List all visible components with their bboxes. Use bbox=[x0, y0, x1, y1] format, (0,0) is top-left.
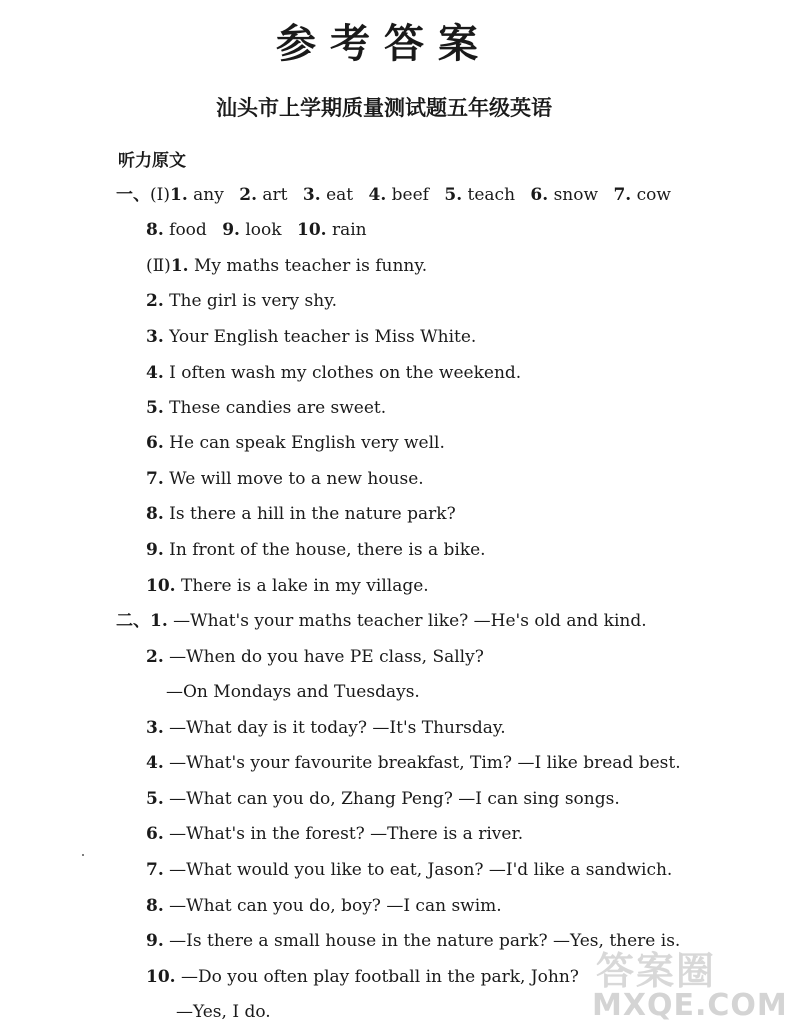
sentence-text: Is there a hill in the nature park? bbox=[169, 504, 456, 524]
sentence-line bbox=[146, 468, 424, 490]
dialogue-text: —What's your maths teacher like? —He's old and kind. bbox=[173, 611, 647, 631]
dialogue-text: —On Mondays and Tuesdays. bbox=[166, 682, 420, 702]
document-subtitle: 汕头市上学期质量测试题五年级英语 bbox=[216, 96, 552, 120]
sentence-number: 5. bbox=[146, 398, 164, 418]
dialogue-number: 8. bbox=[146, 896, 164, 916]
dialogue-line bbox=[146, 646, 484, 668]
part1-words-line1 bbox=[116, 184, 671, 206]
dialogue-text: —What's in the forest? —There is a river. bbox=[169, 824, 524, 844]
part2-mark: 二、 bbox=[116, 611, 150, 631]
sentence-number: 8. bbox=[146, 504, 164, 524]
sentence-number: 10. bbox=[146, 576, 176, 596]
sentence-text: I often wash my clothes on the weekend. bbox=[169, 363, 522, 383]
watermark-text: 答案圈 bbox=[596, 949, 717, 993]
speck bbox=[82, 854, 84, 856]
word-number: 10. bbox=[297, 220, 327, 240]
sentence-text: My maths teacher is funny. bbox=[193, 256, 428, 276]
dialogue-line bbox=[116, 610, 647, 632]
word-number: 8. bbox=[146, 220, 164, 240]
sub1-mark: (Ⅰ) bbox=[150, 185, 170, 205]
dialogue-text: —What would you like to eat, Jason? —I'd like a sandwich. bbox=[169, 860, 673, 880]
sentence-number: 3. bbox=[146, 327, 164, 347]
watermark bbox=[588, 940, 788, 1028]
word: look bbox=[245, 220, 282, 240]
word: teach bbox=[467, 185, 516, 205]
sentence-number: 9. bbox=[146, 540, 164, 560]
word: cow bbox=[636, 185, 671, 205]
sentence-text: The girl is very shy. bbox=[169, 291, 337, 311]
sentence-text: He can speak English very well. bbox=[169, 433, 445, 453]
word-number: 9. bbox=[222, 220, 240, 240]
sentence-line bbox=[146, 503, 456, 525]
dialogue-number: 2. bbox=[146, 647, 164, 667]
sentence-line bbox=[146, 326, 476, 348]
dialogue-number: 5. bbox=[146, 789, 164, 809]
dialogue-line bbox=[166, 681, 420, 703]
word-number: 1. bbox=[169, 185, 188, 205]
dialogue-text: —Do you often play football in the park, John? bbox=[180, 967, 579, 987]
dialogue-line bbox=[146, 895, 502, 917]
sentence-line bbox=[146, 290, 337, 312]
word-number: 3. bbox=[302, 185, 321, 205]
dialogue-text: —What day is it today? —It's Thursday. bbox=[169, 718, 506, 738]
dialogue-line bbox=[176, 1001, 271, 1023]
sentence-text: We will move to a new house. bbox=[169, 469, 424, 489]
sentence-line bbox=[146, 575, 429, 597]
sentence-line bbox=[146, 362, 521, 384]
dialogue-number: 4. bbox=[146, 753, 164, 773]
sub2-mark: (Ⅱ) bbox=[146, 256, 171, 276]
part1-words-line2 bbox=[146, 219, 367, 241]
dialogue-number: 10. bbox=[146, 967, 176, 987]
dialogue-line bbox=[146, 752, 681, 774]
word: eat bbox=[326, 185, 354, 205]
dialogue-line bbox=[146, 717, 506, 739]
dialogue-number: 1. bbox=[150, 611, 168, 631]
dialogue-text: —Is there a small house in the nature park? —Yes, there is. bbox=[169, 931, 681, 951]
word-number: 2. bbox=[239, 185, 257, 205]
sentence-text: Your English teacher is Miss White. bbox=[169, 327, 477, 347]
word-number: 4. bbox=[368, 185, 387, 205]
word-number: 5. bbox=[444, 185, 463, 205]
part1-mark: 一、 bbox=[116, 185, 150, 205]
sentence-number: 4. bbox=[146, 363, 164, 383]
dialogue-number: 3. bbox=[146, 718, 164, 738]
sentence-line bbox=[146, 539, 486, 561]
sentence-number: 7. bbox=[146, 469, 164, 489]
dialogue-text: —What can you do, Zhang Peng? —I can sing songs. bbox=[169, 789, 620, 809]
word: snow bbox=[553, 185, 599, 205]
dialogue-text: —Yes, I do. bbox=[176, 1002, 271, 1022]
word: rain bbox=[331, 220, 367, 240]
sentence-text: There is a lake in my village. bbox=[180, 576, 429, 596]
dialogue-text: —What can you do, boy? —I can swim. bbox=[169, 896, 502, 916]
dialogue-text: —When do you have PE class, Sally? bbox=[169, 647, 484, 667]
dialogue-number: 7. bbox=[146, 860, 164, 880]
word-number: 6. bbox=[530, 185, 549, 205]
word: any bbox=[193, 185, 224, 205]
sentence-line bbox=[146, 397, 386, 419]
sentence-number: 1. bbox=[170, 256, 189, 276]
sentence-line bbox=[146, 255, 427, 277]
word: food bbox=[169, 220, 207, 240]
sentence-number: 2. bbox=[146, 291, 164, 311]
dialogue-line bbox=[146, 966, 579, 988]
sentence-text: These candies are sweet. bbox=[169, 398, 387, 418]
dialogue-text: —What's your favourite breakfast, Tim? —I like bread best. bbox=[169, 753, 681, 773]
section-label: 听力原文 bbox=[118, 151, 186, 171]
page-title: 参考答案 bbox=[276, 21, 492, 67]
dialogue-line bbox=[146, 859, 672, 881]
dialogue-number: 6. bbox=[146, 824, 164, 844]
dialogue-line bbox=[146, 823, 523, 845]
word: beef bbox=[391, 185, 429, 205]
word-number: 7. bbox=[613, 185, 632, 205]
dialogue-number: 9. bbox=[146, 931, 164, 951]
sentence-number: 6. bbox=[146, 433, 164, 453]
dialogue-line bbox=[146, 788, 620, 810]
sentence-line bbox=[146, 432, 445, 454]
watermark-url: MXQE.COM bbox=[592, 988, 788, 1023]
word: art bbox=[262, 185, 288, 205]
sentence-text: In front of the house, there is a bike. bbox=[169, 540, 486, 560]
